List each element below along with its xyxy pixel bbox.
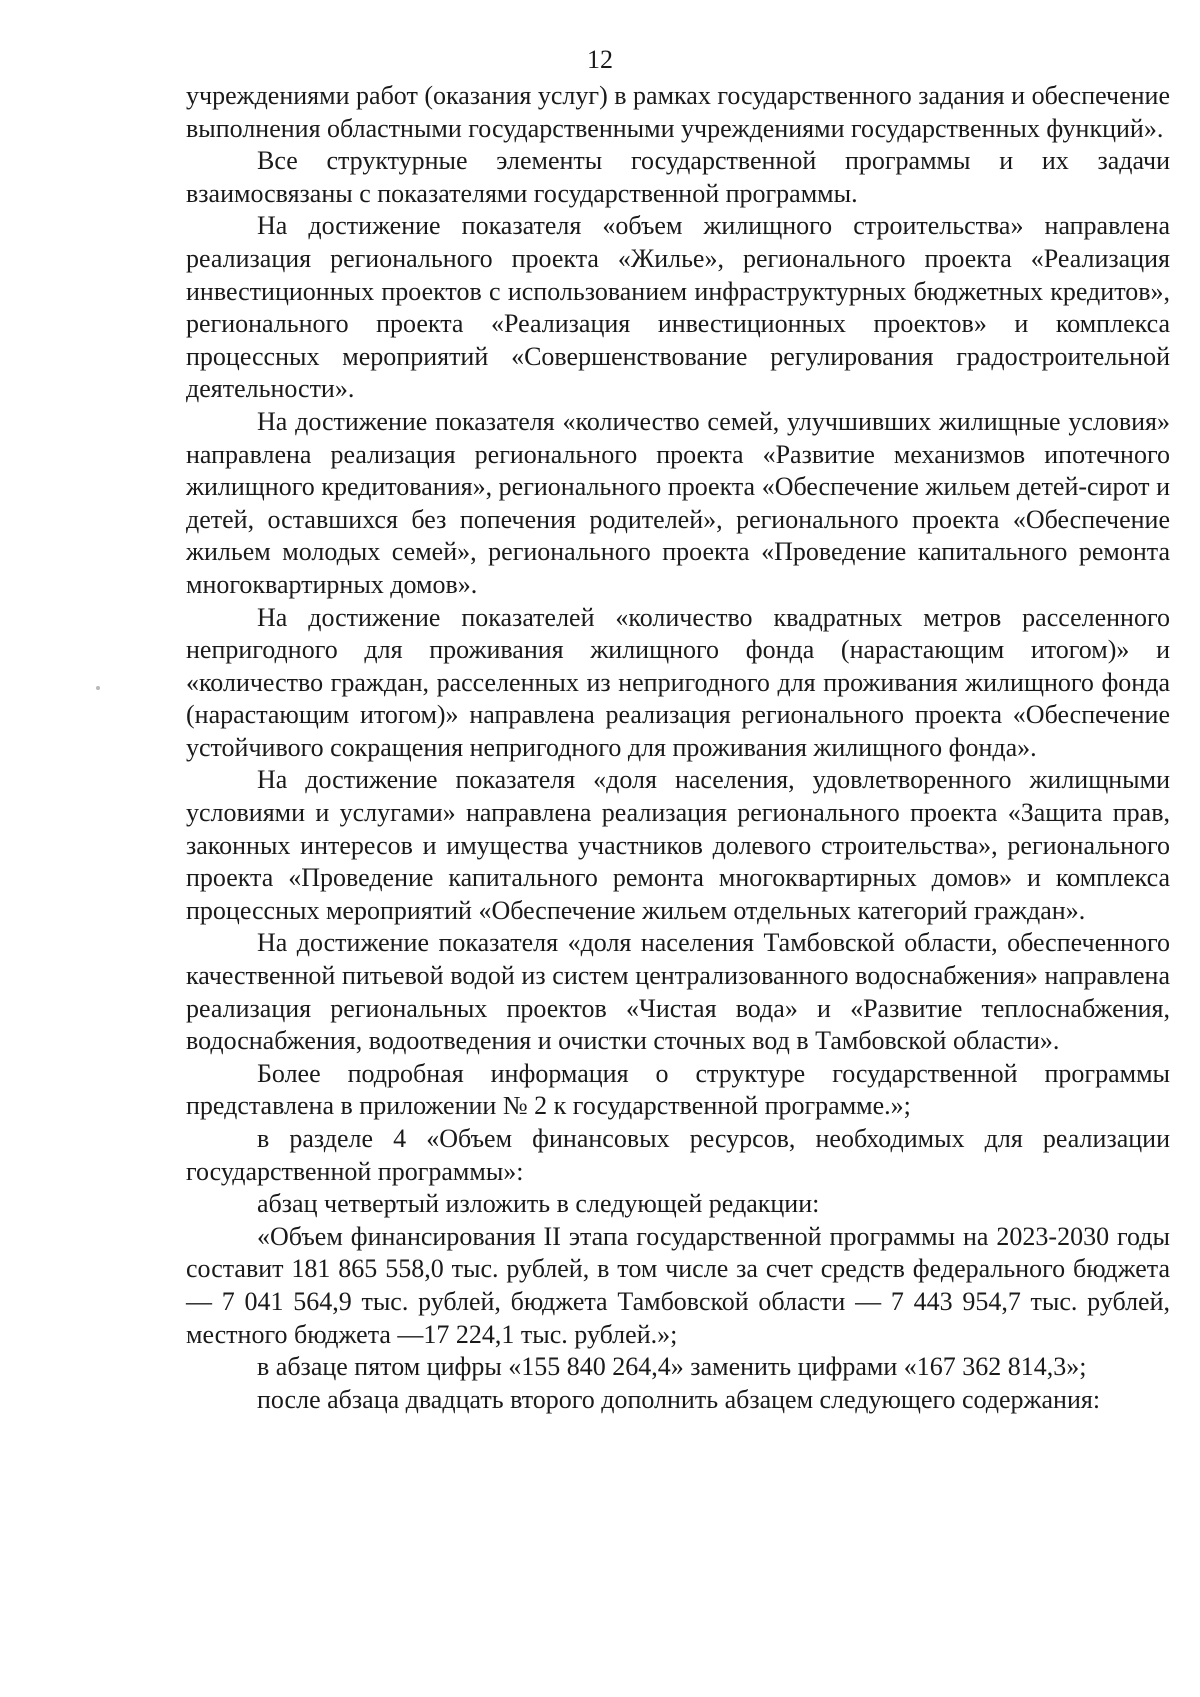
paragraph: «Объем финансирования II этапа государственной программы на 2023-2030 годы составит 181 865 558,0 тыс. рублей, в том числе за счет средств федерального бюджета — 7 041 564,9 тыс. рублей, бюджета Тамбовской области — 7 443 954,7 тыс. рублей, местного бюджета —17 224,1 тыс. рублей.»; <box>186 1221 1170 1349</box>
scan-speck <box>96 686 100 690</box>
paragraph-continued: учреждениями работ (оказания услуг) в рамках государственного задания и обеспечение выполнения областными государственными учреждениями государственных функций». <box>186 81 1170 143</box>
paragraph: На достижение показателя «количество семей, улучшивших жилищные условия» направлена реализация регионального проекта «Развитие механизмов ипотечного жилищного кредитования», регионального проекта «Обеспечение жильем детей-сирот и детей, оставшихся без попечения родителей», регионального проекта «Обеспечение жильем молодых семей», регионального проекта «Проведение капитального ремонта многоквартирных домов». <box>186 406 1170 599</box>
paragraph: На достижение показателя «доля населения, удовлетворенного жилищными условиями и услугами» направлена реализация регионального проекта «Защита прав, законных интересов и имущества участников долевого строительства», регионального проекта «Проведение капитального ремонта многоквартирных домов» и комплекса процессных мероприятий «Обеспечение жильем отдельных категорий граждан». <box>186 765 1170 925</box>
paragraph: в абзаце пятом цифры «155 840 264,4» заменить цифрами «167 362 814,3»; <box>257 1352 1087 1382</box>
paragraph: На достижение показателя «объем жилищного строительства» направлена реализация регионального проекта «Жилье», регионального проекта «Реализация инвестиционных проектов с использованием инфраструктурных бюджетных кредитов», регионального проекта «Реализация инвестиционных проектов» и комплекса процессных мероприятий «Совершенствование регулирования градостроительной деятельности». <box>186 211 1170 404</box>
paragraph: Более подробная информация о структуре государственной программы представлена в приложении № 2 к государственной программе.»; <box>186 1058 1170 1121</box>
document-body <box>186 80 1170 1416</box>
paragraph: На достижение показателей «количество квадратных метров расселенного непригодного для проживания жилищного фонда (нарастающим итогом)» и «количество граждан, расселенных из непригодного для проживания жилищного фонда (нарастающим итогом)» направлена реализация регионального проекта «Обеспечение устойчивого сокращения непригодного для проживания жилищного фонда». <box>186 602 1170 762</box>
paragraph: после абзаца двадцать второго дополнить абзацем следующего содержания: <box>257 1384 1101 1414</box>
paragraph: На достижение показателя «доля населения Тамбовской области, обеспеченного качественной питьевой водой из систем централизованного водоснабжения» направлена реализация региональных проектов «Чистая вода» и «Развитие теплоснабжения, водоснабжения, водоотведения и очистки сточных вод в Тамбовской области». <box>186 928 1170 1056</box>
paragraph: абзац четвертый изложить в следующей редакции: <box>257 1189 820 1219</box>
paragraph: Все структурные элементы государственной программы и их задачи взаимосвязаны с показателями государственной программы. <box>186 146 1170 208</box>
page-number: 12 <box>587 45 613 74</box>
paragraph: в разделе 4 «Объем финансовых ресурсов, необходимых для реализации государственной программы»: <box>186 1124 1170 1186</box>
